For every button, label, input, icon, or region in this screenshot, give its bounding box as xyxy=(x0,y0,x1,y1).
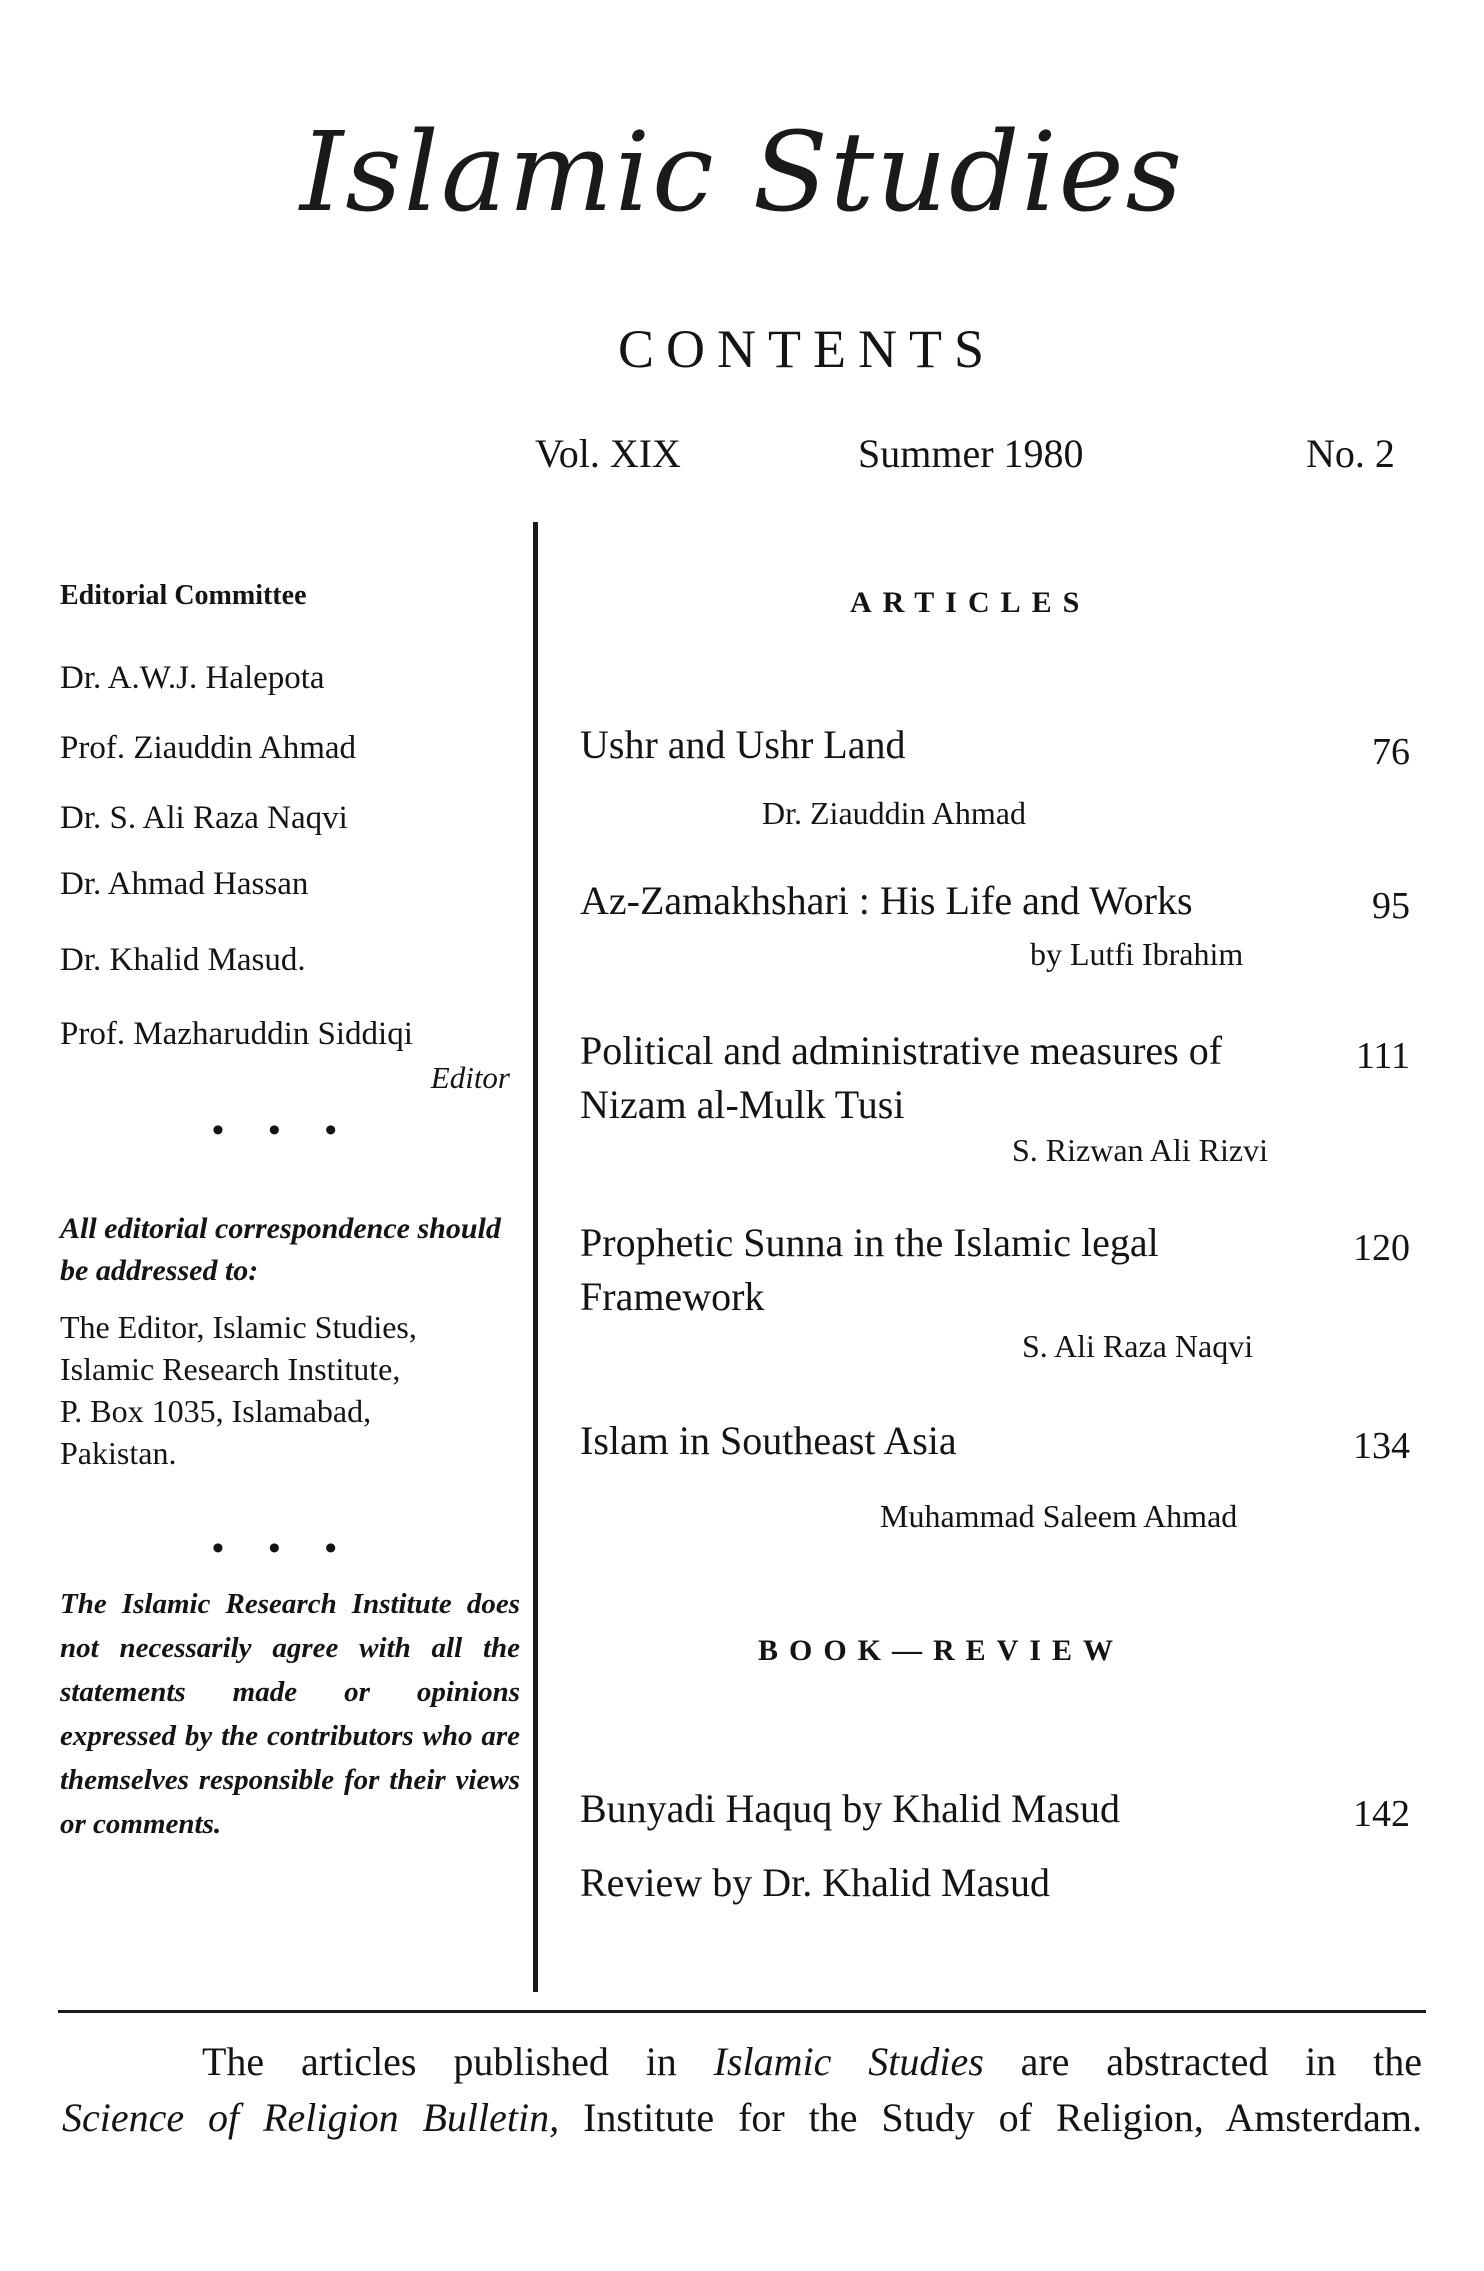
issue-volume: Vol. XIX xyxy=(535,431,681,476)
contents-heading: CONTENTS xyxy=(618,319,996,379)
article-author: Muhammad Saleem Ahmad xyxy=(880,1498,1238,1534)
separator-dots: • • • xyxy=(212,1530,355,1567)
address-line: The Editor, Islamic Studies, xyxy=(60,1309,417,1345)
committee-member: Prof. Ziauddin Ahmad xyxy=(60,730,357,766)
article-author: Dr. Ziauddin Ahmad xyxy=(762,795,1026,831)
committee-member: Dr. A.W.J. Halepota xyxy=(60,660,325,696)
footer-note xyxy=(62,2034,1422,2146)
committee-heading: Editorial Committee xyxy=(60,580,307,611)
committee-member: Dr. S. Ali Raza Naqvi xyxy=(60,800,348,836)
committee-member: Dr. Khalid Masud. xyxy=(60,942,306,978)
address-line: Pakistan. xyxy=(60,1435,177,1471)
footer-divider xyxy=(58,2010,1426,2013)
article-title: Ushr and Ushr Land xyxy=(580,722,906,767)
book-review-title: Bunyadi Haquq by Khalid Masud xyxy=(580,1786,1120,1831)
article-page: 95 xyxy=(1372,885,1410,927)
committee-member: Dr. Ahmad Hassan xyxy=(60,866,309,902)
footer-text: The articles published in xyxy=(202,2039,677,2084)
article-author: S. Ali Raza Naqvi xyxy=(1022,1328,1254,1364)
article-title: Nizam al-Mulk Tusi xyxy=(580,1082,905,1127)
correspondence-note: All editorial correspondence should be addressed to: xyxy=(60,1212,501,1287)
article-page: 76 xyxy=(1372,731,1410,773)
issue-number: No. 2 xyxy=(1306,431,1395,476)
book-review-page: 142 xyxy=(1353,1793,1410,1835)
article-page: 111 xyxy=(1355,1035,1410,1077)
article-title: Prophetic Sunna in the Islamic legal xyxy=(580,1220,1159,1265)
article-author: by Lutfi Ibrahim xyxy=(1030,936,1244,972)
article-title: Islam in Southeast Asia xyxy=(580,1418,957,1463)
column-divider xyxy=(533,522,538,1992)
editor-label: Editor xyxy=(430,1060,510,1095)
issue-season: Summer 1980 xyxy=(858,431,1084,476)
committee-member: Prof. Mazharuddin Siddiqi xyxy=(60,1016,413,1052)
article-title: Political and administrative measures of xyxy=(580,1028,1223,1073)
address-line: Islamic Research Institute, xyxy=(60,1351,401,1387)
bulletin-title-italic: Science of Religion Bulletin, xyxy=(62,2095,560,2140)
footer-line-1 xyxy=(62,2034,1422,2090)
article-title: Framework xyxy=(580,1274,765,1319)
journal-masthead: Islamic Studies xyxy=(299,108,1185,236)
article-page: 134 xyxy=(1353,1425,1410,1467)
book-review-heading: BOOK—REVIEW xyxy=(758,1634,1125,1667)
book-review-reviewer: Review by Dr. Khalid Masud xyxy=(580,1860,1050,1905)
disclaimer-note: The Islamic Research Institute does not necessarily agree with all the statements made or opinions expressed by the contributors who are themselves responsible for their views or comments. xyxy=(60,1588,520,1840)
footer-text: Institute for the Study of Religion, Amsterdam. xyxy=(583,2095,1423,2140)
article-page: 120 xyxy=(1353,1227,1410,1269)
article-title: Az-Zamakhshari : His Life and Works xyxy=(580,878,1193,923)
footer-text: are abstracted in the xyxy=(1020,2039,1423,2084)
address-line: P. Box 1035, Islamabad, xyxy=(60,1393,372,1429)
journal-title-italic: Islamic Studies xyxy=(713,2039,984,2084)
article-author: S. Rizwan Ali Rizvi xyxy=(1012,1132,1268,1168)
articles-heading: ARTICLES xyxy=(850,586,1091,619)
separator-dots: • • • xyxy=(212,1112,355,1149)
editor-address xyxy=(60,1306,520,1474)
